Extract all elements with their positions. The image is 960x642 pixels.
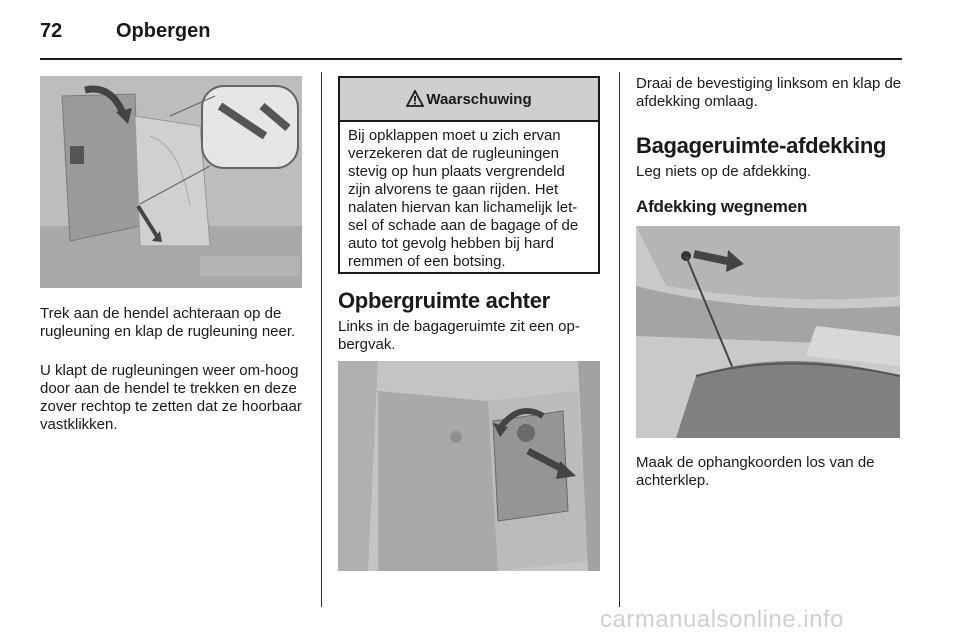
page-number: 72 <box>40 20 63 42</box>
section-heading-cargo-cover: Bagageruimte-afdekking <box>636 133 887 158</box>
seat-fold-instruction: Trek aan de hendel achteraan op de rugleuning en klap de rugleuning neer. <box>40 305 296 340</box>
cover-notice: Leg niets op de afdekking. <box>636 163 812 180</box>
column-divider-left <box>321 72 322 607</box>
page-title: Opbergen <box>116 20 211 42</box>
warning-triangle-icon <box>406 90 424 108</box>
seat-fold-illustration <box>40 76 302 288</box>
seat-raise-instruction: U klapt de rugleuningen weer om-hoog door aan de hendel te trekken en deze zover rechtop te zetten dat ze hoorbaar vastklikken. <box>40 362 302 433</box>
cover-release-instruction: Draai de bevestiging linksom en klap de afdekking omlaag. <box>636 75 902 110</box>
warning-box <box>338 76 600 274</box>
warning-title: Waarschuwing <box>426 90 532 108</box>
warning-text: Bij opklappen moet u zich ervan verzekeren dat de rugleuningen stevig op hun plaats vergrendeld zijn alvorens te gaan rijden. Het nalaten hiervan kan lichamelijk let-sel of schade aan de bagage of de auto tot gevolg hebben bij hard remmen of een botsing. <box>348 127 579 270</box>
section-heading-storage: Opbergruimte achter <box>338 288 550 313</box>
storage-description: Links in de bagageruimte zit een op-bergvak. <box>338 318 580 353</box>
cargo-cover-illustration <box>636 226 900 438</box>
warning-header <box>340 78 598 122</box>
subheading-remove-cover: Afdekking wegnemen <box>636 197 808 216</box>
page-header <box>40 16 902 52</box>
storage-compartment-illustration <box>338 361 600 571</box>
column-divider-right <box>619 72 620 607</box>
watermark: carmanualsonline.info <box>600 606 844 633</box>
header-divider <box>40 58 902 60</box>
cord-release-instruction: Maak de ophangkoorden los van de achterklep. <box>636 454 875 489</box>
